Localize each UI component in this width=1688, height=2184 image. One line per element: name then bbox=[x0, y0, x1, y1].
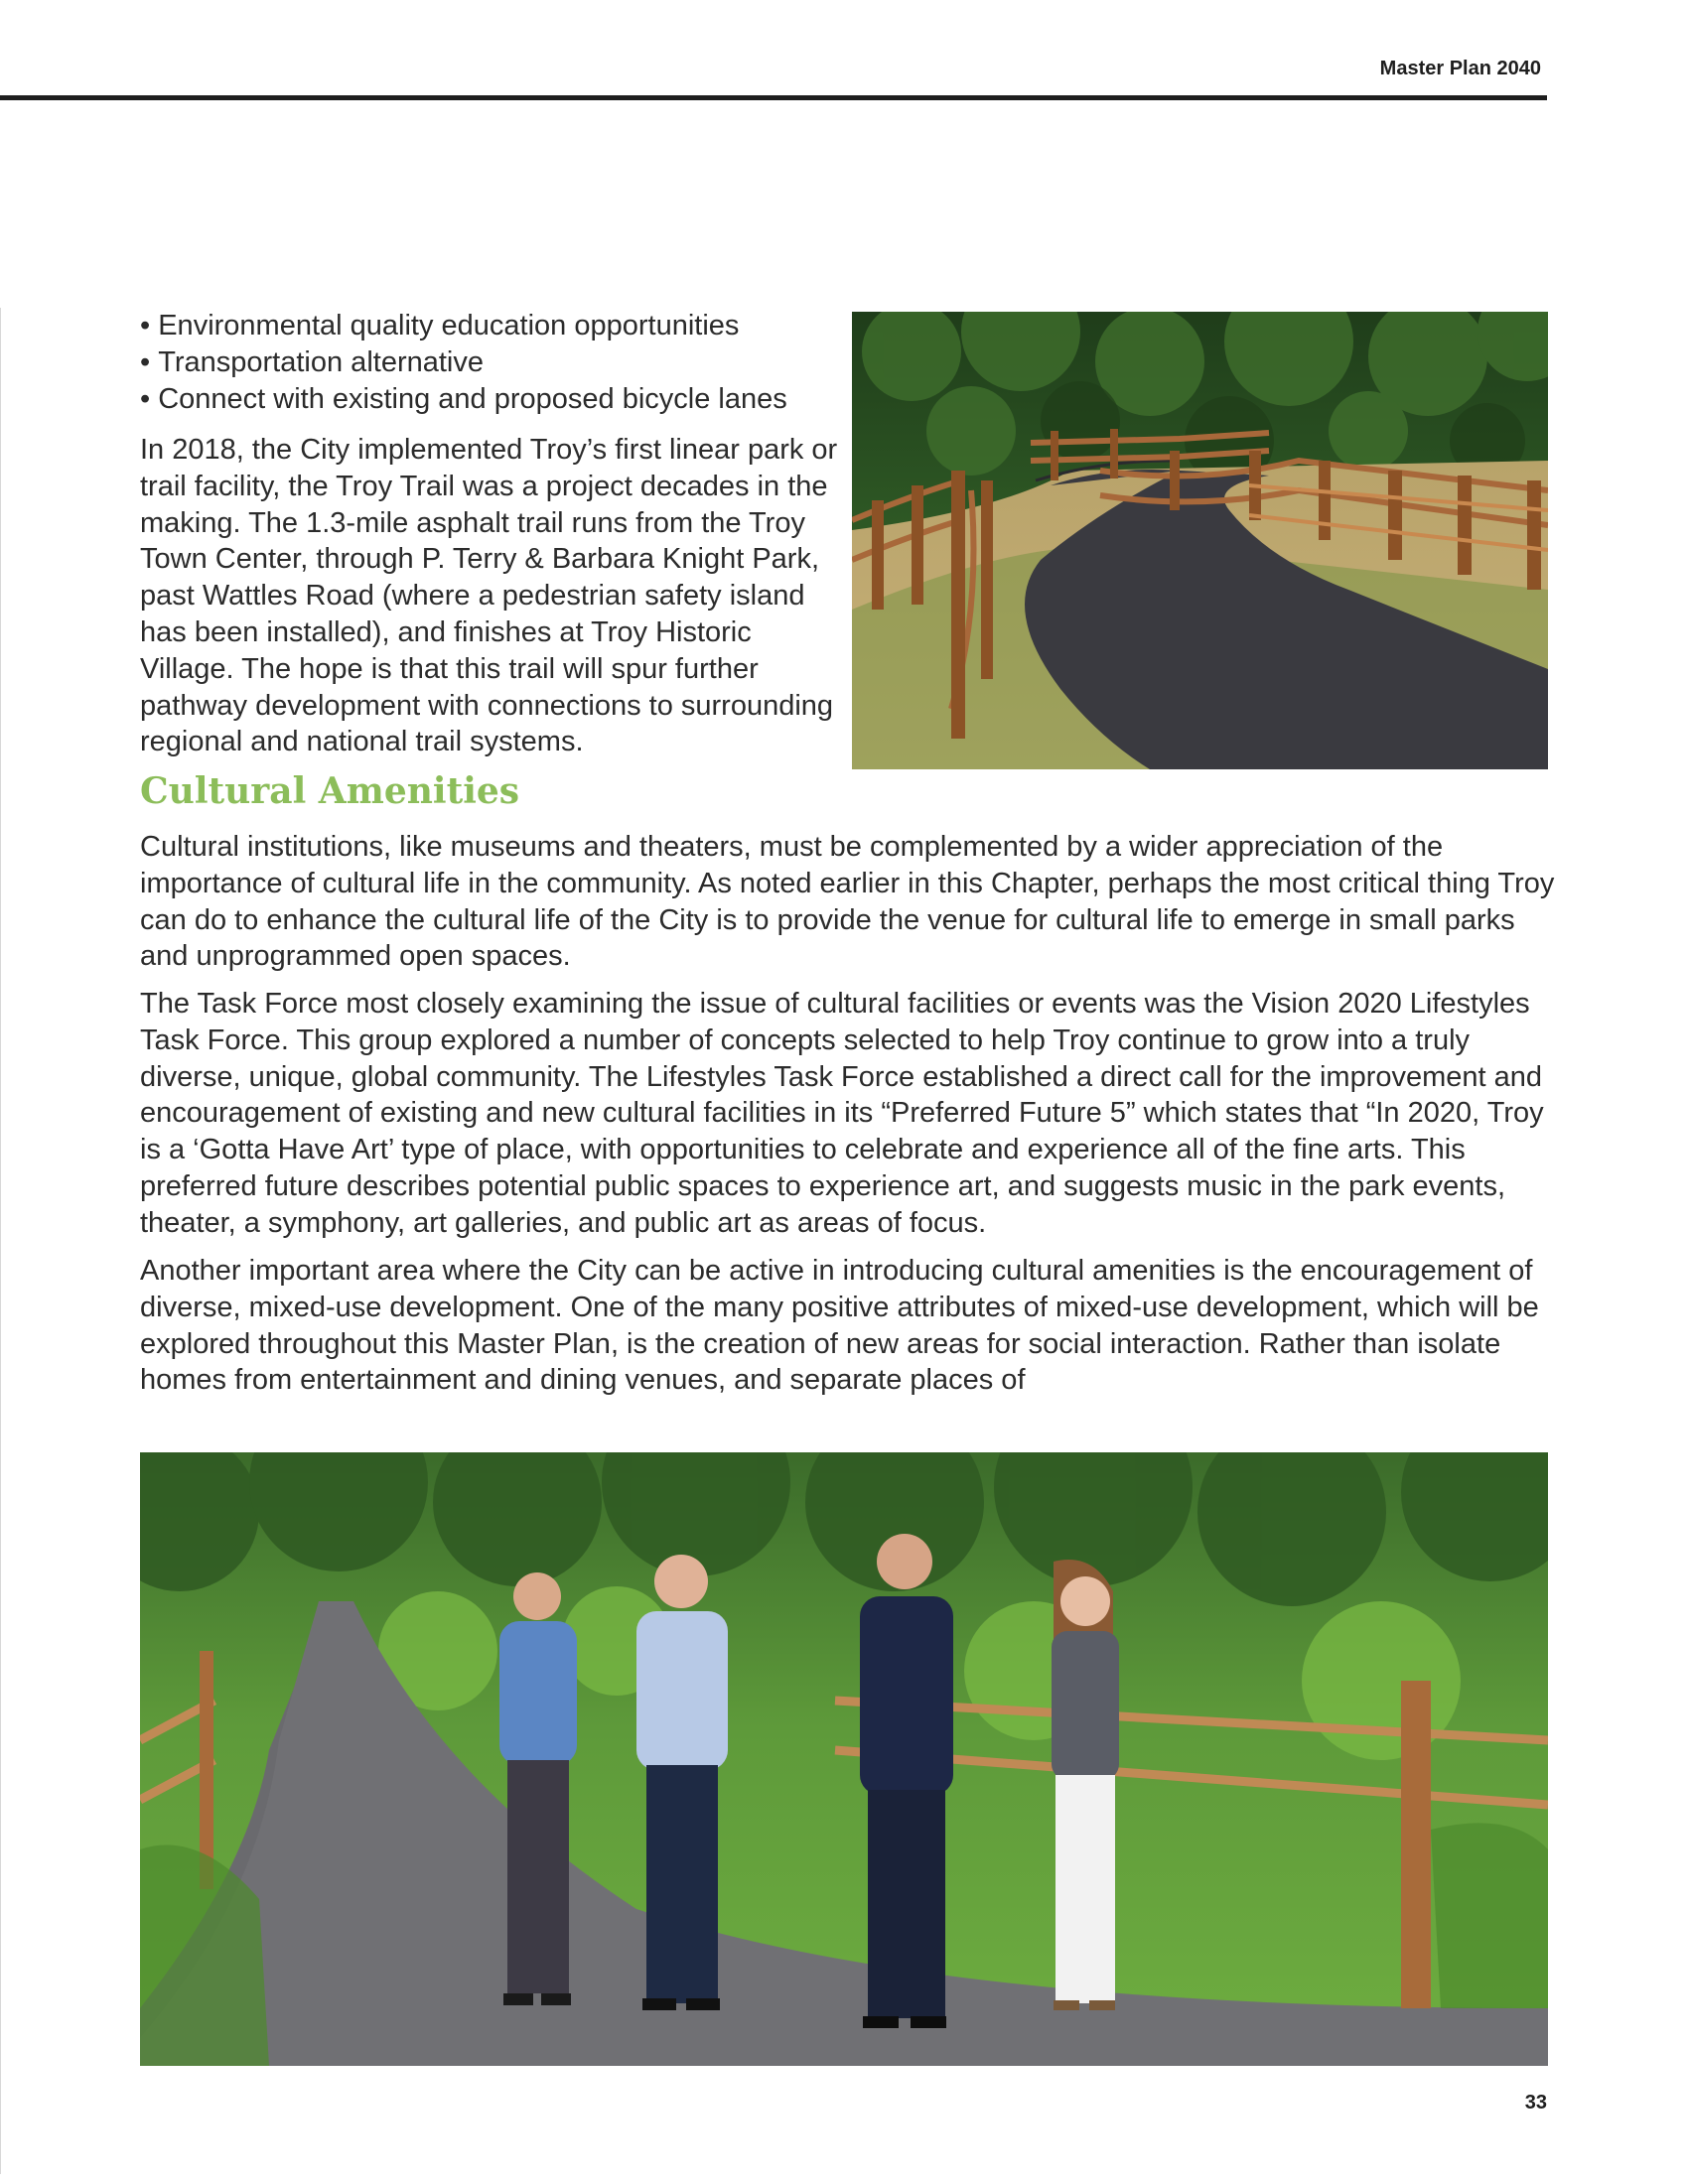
body-paragraph: Another important area where the City can be active in introducing cultural amenities is the encouragement of diverse, mixed-use development. One of the many positive attributes of mixed-use development, which will be explored throughout this Master Plan, is the creation of new areas for social interaction. Rather than isolate homes from entertainment and dining venues, and separate places of bbox=[140, 1255, 1539, 1397]
person-4 bbox=[1052, 1560, 1119, 2010]
bullet-item: • Connect with existing and proposed bicycle lanes bbox=[140, 381, 835, 418]
section-heading: Cultural Amenities bbox=[140, 770, 520, 812]
person-3 bbox=[860, 1534, 953, 2028]
trail-photo bbox=[852, 312, 1548, 769]
person-2 bbox=[636, 1555, 728, 2010]
header-title: Master Plan 2040 bbox=[1379, 58, 1541, 79]
page-left-edge bbox=[0, 308, 1, 2174]
bullet-item: • Environmental quality education opportunities bbox=[140, 308, 835, 344]
page-number: 33 bbox=[1524, 2092, 1547, 2114]
bullet-item: • Transportation alternative bbox=[140, 344, 835, 381]
body-paragraph: The Task Force most closely examining the issue of cultural facilities or events was the Vision 2020 Lifestyles Task Force. This group explored a number of concepts selected to help Troy continue to grow into a truly diverse, unique, global community. The Lifestyles Task Force established a direct call for the improvement and encouragement of existing and new cultural facilities in its “Preferred Future 5” which states that “In 2020, Troy is a ‘Gotta Have Art’ type of place, with opportunities to celebrate and experience all of the fine arts. This preferred future describes potential public spaces to experience art, and suggests music in the park events, theater, a symphony, art galleries, and public art as areas of focus. bbox=[140, 988, 1544, 1239]
intro-paragraph: In 2018, the City implemented Troy’s first linear park or trail facility, the Troy Trail was a project decades in the making. The 1.3-mile asphalt trail runs from the Troy Town Center, through P. Terry & Barbara Knight Park, past Wattles Road (where a pedestrian safety island has been installed), and finishes at Troy Historic Village. The hope is that this trail will spur further pathway development with connections to surrounding regional and national trail systems. bbox=[140, 434, 838, 758]
header-rule bbox=[0, 95, 1547, 100]
group-photo bbox=[140, 1452, 1548, 2066]
person-1 bbox=[499, 1572, 577, 2005]
body-paragraph: Cultural institutions, like museums and theaters, must be complemented by a wider appreciation of the importance of cultural life in the community. As noted earlier in this Chapter, perhaps the most critical thing Troy can do to enhance the cultural life of the City is to provide the venue for cultural life to emerge in small parks and unprogrammed open spaces. bbox=[140, 831, 1555, 973]
bullet-list bbox=[140, 308, 835, 418]
